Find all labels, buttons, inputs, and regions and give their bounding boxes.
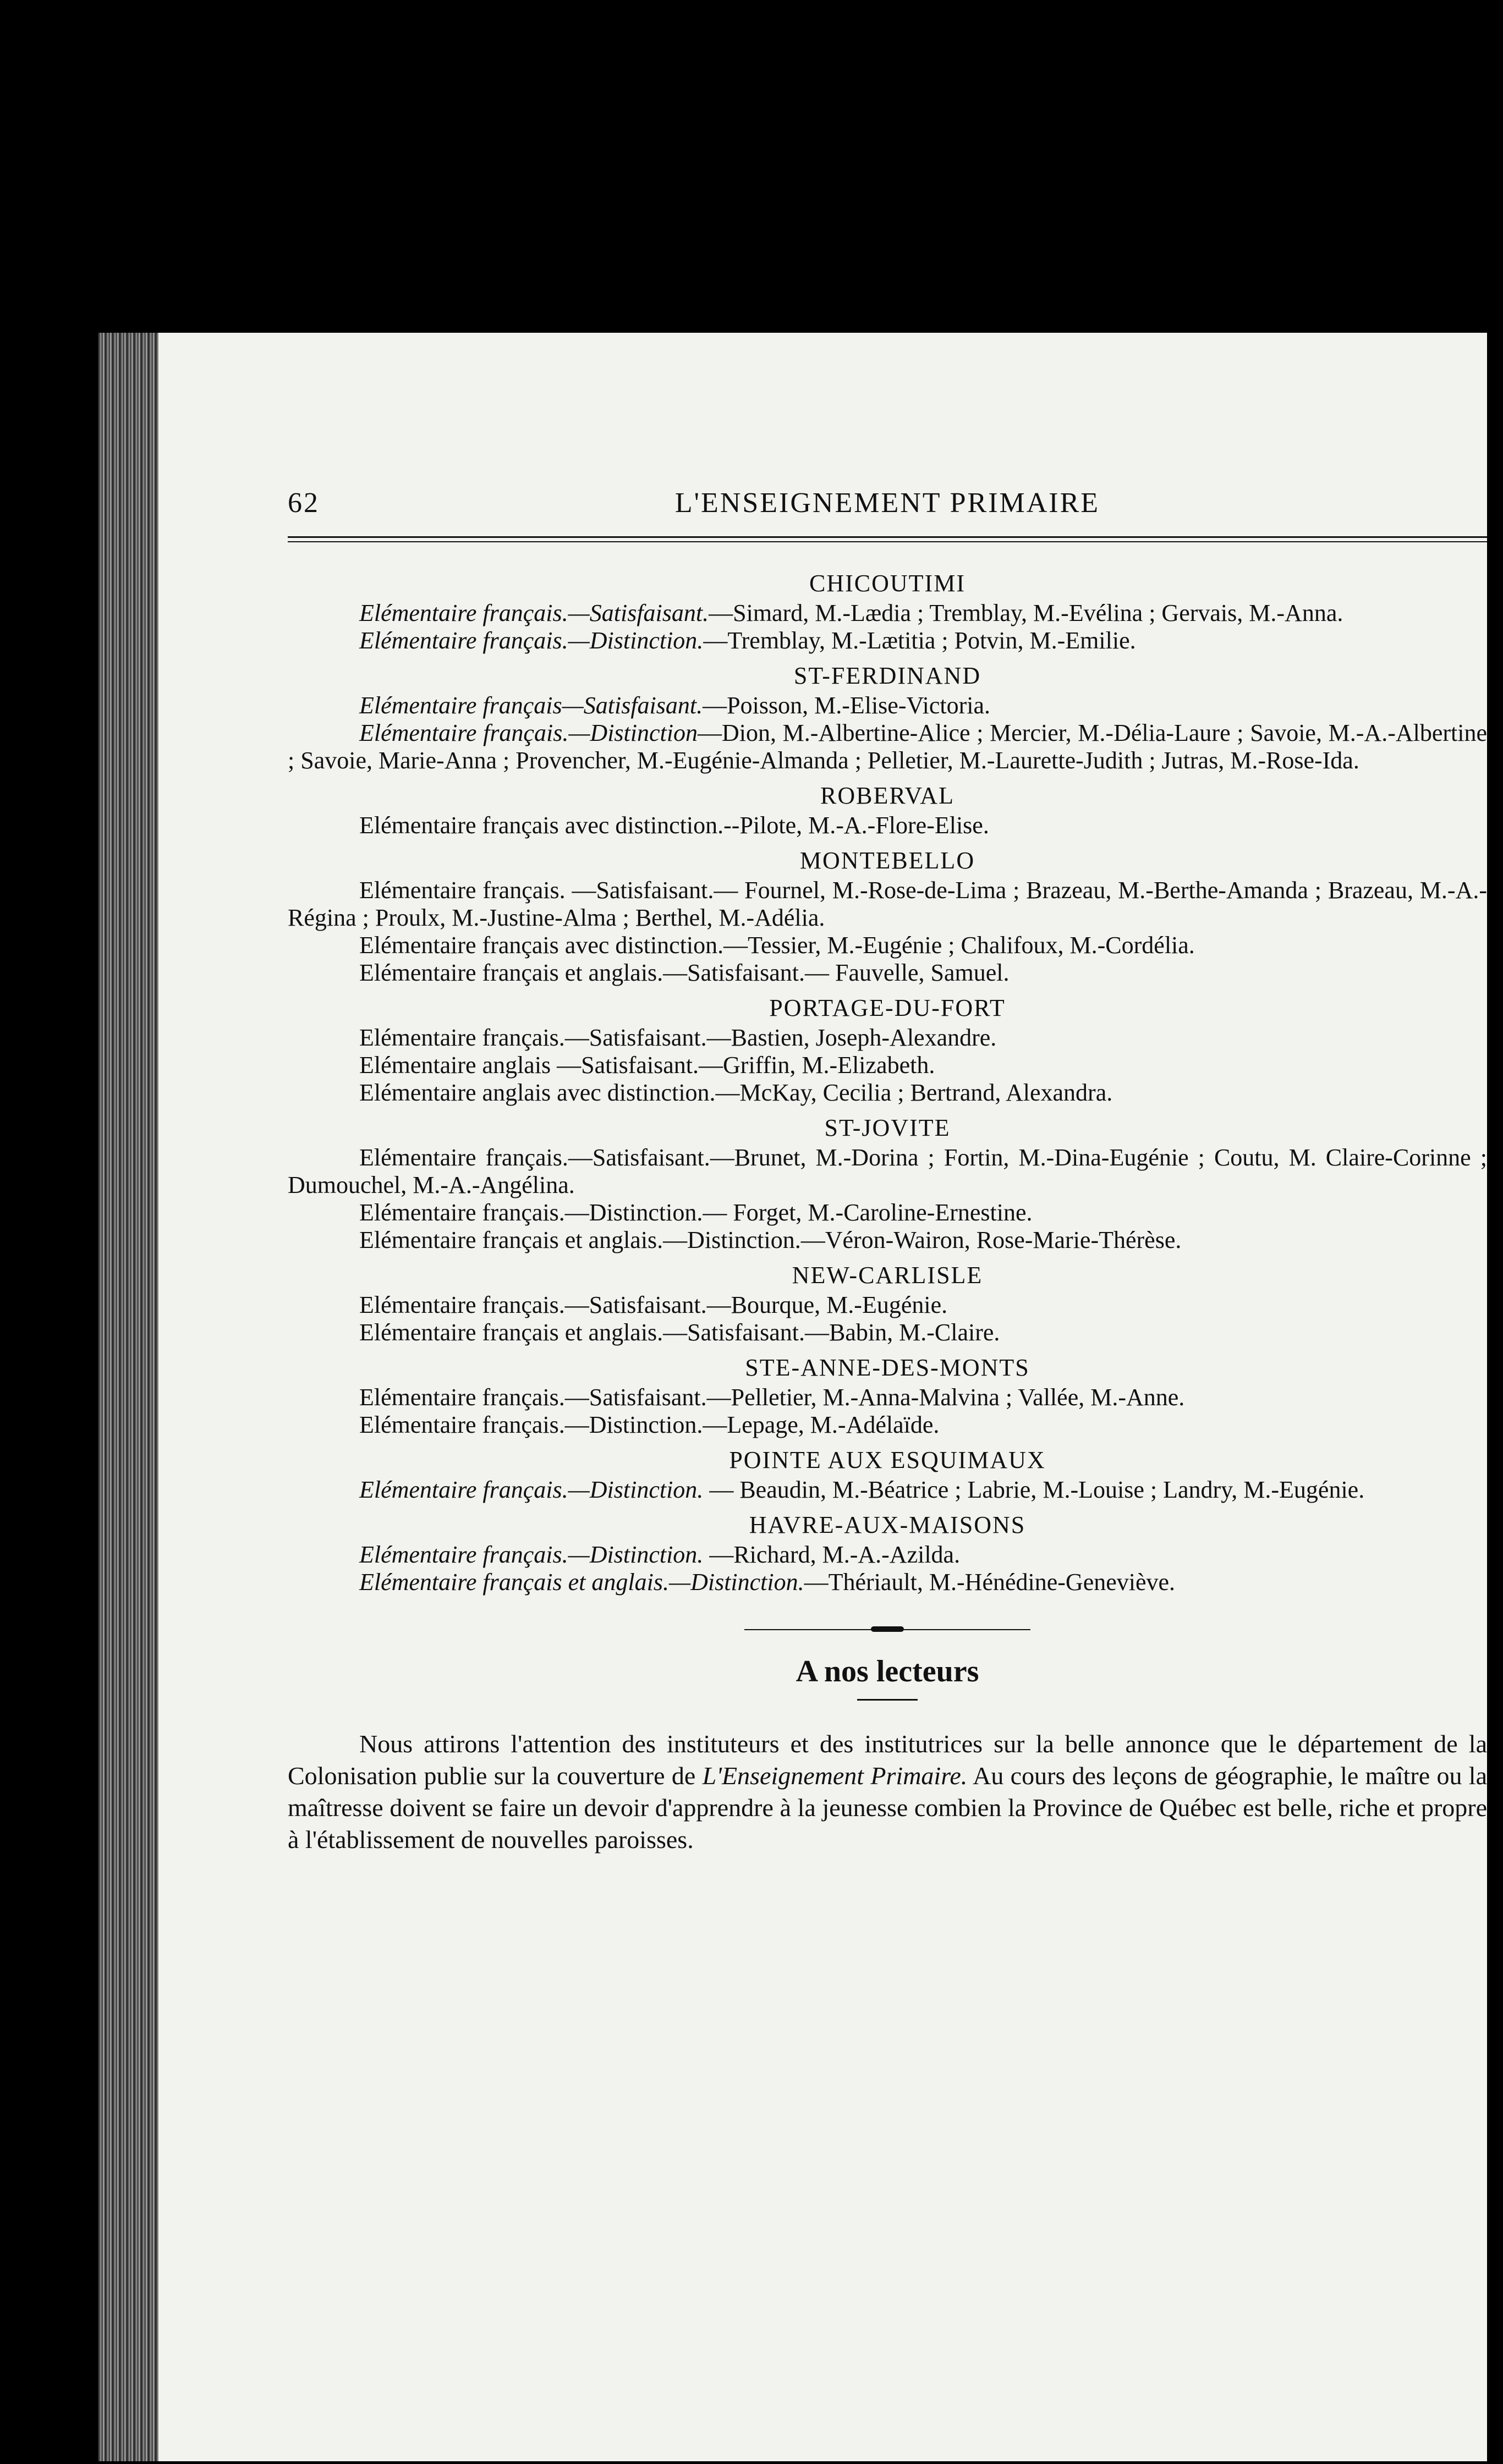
exam-type-italic: Elémentaire français.—Distinction. [359, 1476, 704, 1503]
result-entry [288, 600, 1487, 627]
entry-text: Elémentaire français et anglais.—Satisfaisant.—Babin, M.-Claire. [359, 1319, 1000, 1346]
exam-type-italic: Elémentaire français.—Distinction. [359, 627, 704, 654]
entry-text: Elémentaire français.—Satisfaisant.—Bastien, Joseph-Alexandre. [359, 1024, 997, 1051]
page-number: 62 [288, 487, 320, 519]
result-entry [288, 1291, 1487, 1319]
place-heading: POINTE AUX ESQUIMAUX [729, 1447, 1046, 1473]
entry-text: Elémentaire français avec distinction.—Tessier, M.-Eugénie ; Chalifoux, M.-Cordélia. [359, 932, 1195, 959]
result-entry [288, 1541, 1487, 1569]
entry-text: —Tremblay, M.-Lætitia ; Potvin, M.-Emilie. [703, 627, 1136, 654]
place-heading: ST-JOVITE [824, 1114, 951, 1141]
place-heading: STE-ANNE-DES-MONTS [745, 1354, 1030, 1381]
entry-text: Elémentaire français.—Satisfaisant.—Pelletier, M.-Anna-Malvina ; Vallée, M.-Anne. [359, 1384, 1185, 1411]
entry-text: Elémentaire français.—Distinction.—Lepage, M.-Adélaïde. [359, 1411, 940, 1438]
notice-journal-title: L'Enseignement Primaire. [702, 1762, 968, 1790]
entry-text: —Simard, M.-Lædia ; Tremblay, M.-Evélina ; Gervais, M.-Anna. [709, 600, 1343, 626]
entry-text: Elémentaire français et anglais.—Distinction.—Véron-Wairon, Rose-Marie-Thérèse. [359, 1226, 1182, 1253]
result-entry [288, 877, 1487, 932]
entry-text: Elémentaire anglais —Satisfaisant.—Griffin, M.-Elizabeth. [359, 1052, 935, 1079]
result-entry [288, 1144, 1487, 1199]
entry-text: Elémentaire français.—Satisfaisant.—Brunet, M.-Dorina ; Fortin, M.-Dina-Eugénie ; Coutu, M. Claire-Corinne ; Dumouchel, M.-A.-Angélina. [288, 1144, 1487, 1198]
result-entry [288, 1319, 1487, 1346]
entry-text: Elémentaire français et anglais.—Satisfaisant.— Fauvelle, Samuel. [359, 959, 1010, 986]
entry-text: Elémentaire français.—Distinction.— Forget, M.-Caroline-Ernestine. [359, 1199, 1033, 1226]
place-heading: MONTEBELLO [799, 847, 975, 874]
result-entry [288, 1411, 1487, 1439]
entry-text: Elémentaire anglais avec distinction.—McKay, Cecilia ; Bertrand, Alexandra. [359, 1079, 1113, 1106]
journal-title: L'ENSEIGNEMENT PRIMAIRE [674, 487, 1100, 519]
notice-paragraph [288, 1728, 1487, 1856]
result-entry [288, 1052, 1487, 1079]
entry-text: — Beaudin, M.-Béatrice ; Labrie, M.-Louise ; Landry, M.-Eugénie. [703, 1476, 1365, 1503]
place-heading: ROBERVAL [820, 782, 955, 809]
place-heading: HAVRE-AUX-MAISONS [749, 1511, 1026, 1538]
result-entry [288, 719, 1487, 774]
notice-title-rule [857, 1699, 918, 1701]
notice-text-before: Nous attirons l'attention des instituteurs et des institutrices sur la belle annonce que le département de la Colonisation publie sur la couverture de [288, 1730, 1487, 1790]
result-entry [288, 1476, 1487, 1504]
result-entry [288, 812, 1487, 839]
entry-text: Elémentaire français. —Satisfaisant.— Fournel, M.-Rose-de-Lima ; Brazeau, M.-Berthe-Amanda ; Brazeau, M.-A.-Régina ; Proulx, M.-Justine-Alma ; Berthel, M.-Adélia. [288, 877, 1487, 931]
place-heading: PORTAGE-DU-FORT [769, 994, 1006, 1021]
running-head [288, 487, 1487, 525]
result-entry [288, 1079, 1487, 1107]
entry-text: —Dion, M.-Albertine-Alice ; Mercier, M.-Délia-Laure ; Savoie, M.-A.-Albertine ; Savoie, Marie-Anna ; Provencher, M.-Eugénie-Almanda ; Pelletier, M.-Laurette-Judith ; Jutras, M.-Rose-Ida. [288, 719, 1487, 774]
result-entry [288, 959, 1487, 987]
entry-text: —Thériault, M.-Hénédine-Geneviève. [804, 1569, 1176, 1596]
exam-type-italic: Elémentaire français.—Distinction. [359, 1541, 704, 1568]
result-entry [288, 627, 1487, 654]
exam-type-italic: Elémentaire français—Satisfaisant. [359, 692, 703, 719]
entry-text: Elémentaire français.—Satisfaisant.—Bourque, M.-Eugénie. [359, 1291, 948, 1318]
exam-type-italic: Elémentaire français et anglais.—Distinction. [359, 1569, 804, 1596]
result-entry [288, 692, 1487, 719]
result-entry [288, 932, 1487, 959]
section-divider-ornament [744, 1626, 1030, 1632]
notice-text-after: Au cours des leçons de géographie, le maître ou la maîtresse doivent se faire un devoir d'apprendre à la jeunesse combien la Province de Québec est belle, riche et propre à l'établissement de nouvelles paroisses. [288, 1762, 1487, 1854]
place-heading: NEW-CARLISLE [792, 1262, 983, 1289]
result-entry [288, 1199, 1487, 1226]
entry-text: —Poisson, M.-Elise-Victoria. [703, 692, 990, 719]
exam-type-italic: Elémentaire français.—Satisfaisant. [359, 600, 709, 626]
notice-title: A nos lecteurs [796, 1654, 979, 1689]
result-entry [288, 1226, 1487, 1254]
entry-text: —Richard, M.-A.-Azilda. [703, 1541, 961, 1568]
book-spine [98, 333, 158, 2461]
entry-text: Elémentaire français avec distinction.--Pilote, M.-A.-Flore-Elise. [359, 812, 989, 839]
exam-type-italic: Elémentaire français.—Distinction [359, 719, 698, 746]
page-content [288, 487, 1487, 1856]
result-entry [288, 1024, 1487, 1052]
result-entry [288, 1384, 1487, 1411]
place-heading: ST-FERDINAND [793, 662, 981, 689]
book-page [98, 333, 1487, 2461]
header-rule [288, 536, 1487, 542]
results-list [288, 570, 1487, 1596]
place-heading: CHICOUTIMI [809, 570, 966, 597]
result-entry [288, 1569, 1487, 1596]
